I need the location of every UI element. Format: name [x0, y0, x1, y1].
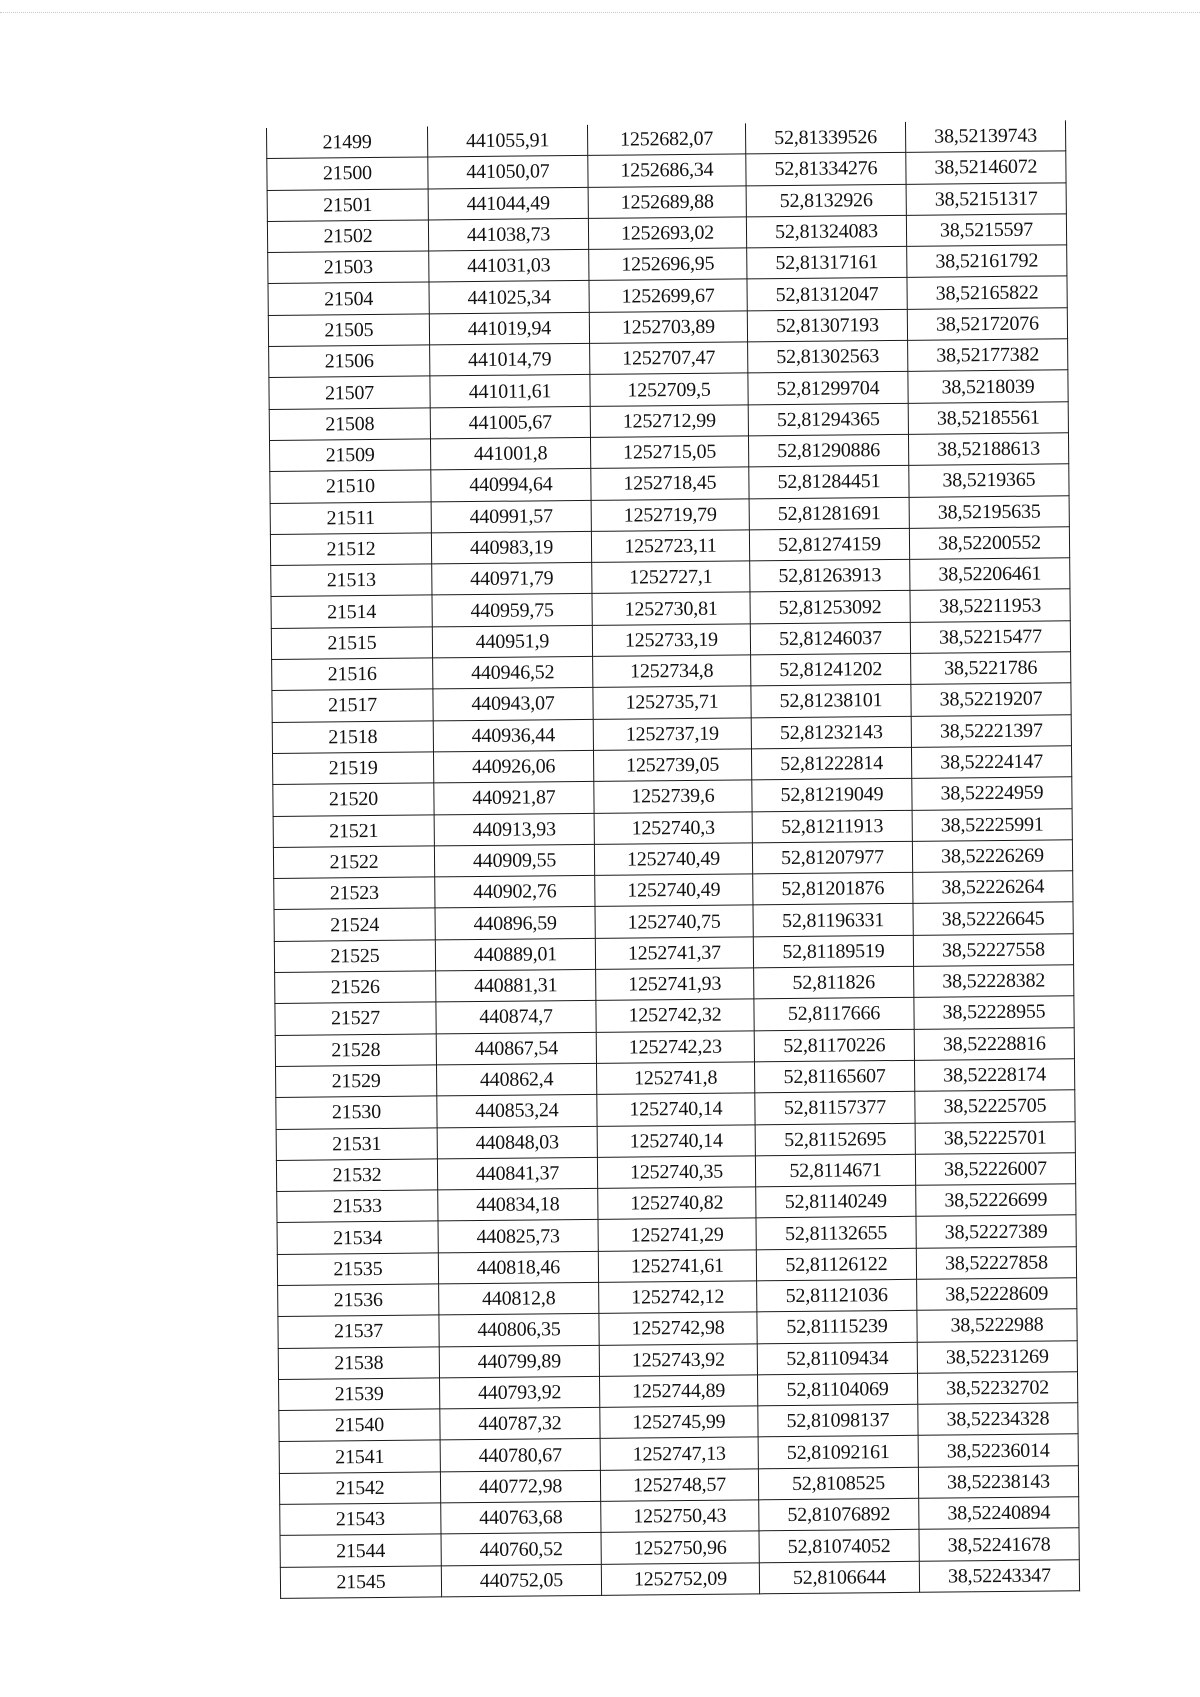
longitude-cell: 38,52225991	[912, 808, 1072, 841]
longitude-cell: 38,52206461	[910, 558, 1070, 591]
y-coordinate-cell: 1252735,71	[593, 686, 751, 719]
longitude-cell: 38,52151317	[906, 182, 1066, 215]
y-coordinate-cell: 1252686,34	[588, 154, 746, 187]
y-coordinate-cell: 1252741,8	[596, 1062, 754, 1095]
latitude-cell: 52,81281691	[749, 497, 909, 530]
point-number-cell: 21533	[277, 1190, 438, 1223]
latitude-cell: 52,81132655	[756, 1217, 916, 1250]
x-coordinate-cell: 441044,49	[428, 187, 588, 220]
longitude-cell: 38,52226264	[913, 871, 1073, 904]
x-coordinate-cell: 440959,75	[432, 594, 592, 627]
point-number-cell: 21513	[271, 564, 432, 597]
point-number-cell: 21520	[273, 783, 434, 816]
longitude-cell: 38,52226699	[916, 1184, 1076, 1217]
point-number-cell: 21507	[269, 376, 430, 409]
y-coordinate-cell: 1252740,49	[595, 874, 753, 907]
latitude-cell: 52,81211913	[752, 810, 912, 843]
latitude-cell: 52,81152695	[755, 1123, 915, 1156]
y-coordinate-cell: 1252750,96	[601, 1531, 759, 1564]
latitude-cell: 52,81294365	[748, 403, 908, 436]
longitude-cell: 38,52228955	[914, 996, 1074, 1029]
latitude-cell: 52,81121036	[757, 1279, 917, 1312]
coordinates-table	[266, 120, 1080, 1599]
latitude-cell: 52,81284451	[749, 466, 909, 499]
latitude-cell: 52,81115239	[757, 1311, 917, 1344]
longitude-cell: 38,52226645	[913, 902, 1073, 935]
y-coordinate-cell: 1252742,32	[596, 999, 754, 1032]
latitude-cell: 52,81317161	[747, 247, 907, 280]
x-coordinate-cell: 440936,44	[433, 719, 593, 752]
longitude-cell: 38,5218039	[908, 370, 1068, 403]
longitude-cell: 38,52177382	[908, 339, 1068, 372]
point-number-cell: 21519	[273, 752, 434, 785]
point-number-cell: 21524	[274, 908, 435, 941]
point-number-cell: 21539	[279, 1378, 440, 1411]
y-coordinate-cell: 1252737,19	[593, 718, 751, 751]
point-number-cell: 21537	[278, 1315, 439, 1348]
point-number-cell: 21518	[272, 721, 433, 754]
point-number-cell: 21526	[275, 971, 436, 1004]
x-coordinate-cell: 440834,18	[438, 1188, 598, 1221]
scan-edge-line	[0, 12, 1200, 13]
x-coordinate-cell: 440812,8	[439, 1282, 599, 1315]
point-number-cell: 21501	[267, 189, 428, 222]
latitude-cell: 52,81165607	[754, 1060, 914, 1093]
y-coordinate-cell: 1252739,05	[593, 749, 751, 782]
longitude-cell: 38,52226007	[915, 1153, 1075, 1186]
point-number-cell: 21517	[272, 689, 433, 722]
point-number-cell: 21543	[280, 1503, 441, 1536]
latitude-cell: 52,81196331	[753, 904, 913, 937]
longitude-cell: 38,52188613	[908, 433, 1068, 466]
latitude-cell: 52,81189519	[753, 935, 913, 968]
point-number-cell: 21522	[273, 846, 434, 879]
latitude-cell: 52,81312047	[747, 278, 907, 311]
longitude-cell: 38,5221786	[911, 652, 1071, 685]
x-coordinate-cell: 440780,67	[440, 1439, 600, 1472]
y-coordinate-cell: 1252741,61	[598, 1250, 756, 1283]
longitude-cell: 38,52200552	[909, 527, 1069, 560]
latitude-cell: 52,8114671	[755, 1154, 915, 1187]
longitude-cell: 38,52211953	[910, 589, 1070, 622]
y-coordinate-cell: 1252748,57	[600, 1469, 758, 1502]
x-coordinate-cell: 440991,57	[431, 500, 591, 533]
x-coordinate-cell: 440818,46	[438, 1251, 598, 1284]
latitude-cell: 52,81098137	[758, 1404, 918, 1437]
latitude-cell: 52,81238101	[751, 685, 911, 718]
longitude-cell: 38,52238143	[918, 1466, 1078, 1499]
y-coordinate-cell: 1252718,45	[591, 467, 749, 500]
x-coordinate-cell: 440752,05	[441, 1564, 601, 1597]
y-coordinate-cell: 1252750,43	[601, 1500, 759, 1533]
latitude-cell: 52,81307193	[747, 309, 907, 342]
x-coordinate-cell: 440913,93	[434, 813, 594, 846]
x-coordinate-cell: 441005,67	[430, 406, 590, 439]
latitude-cell: 52,81334276	[746, 153, 906, 186]
point-number-cell: 21544	[280, 1534, 441, 1567]
y-coordinate-cell: 1252682,07	[587, 123, 745, 155]
point-number-cell: 21534	[277, 1221, 438, 1254]
latitude-cell: 52,81246037	[750, 622, 910, 655]
longitude-cell: 38,52165822	[907, 276, 1067, 309]
y-coordinate-cell: 1252740,14	[597, 1124, 755, 1157]
y-coordinate-cell: 1252743,92	[599, 1343, 757, 1376]
latitude-cell: 52,81299704	[748, 372, 908, 405]
latitude-cell: 52,81170226	[754, 1029, 914, 1062]
longitude-cell: 38,52226269	[912, 840, 1072, 873]
x-coordinate-cell: 440853,24	[437, 1095, 597, 1128]
latitude-cell: 52,81222814	[751, 747, 911, 780]
longitude-cell: 38,52240894	[919, 1497, 1079, 1530]
point-number-cell: 21502	[267, 220, 428, 253]
x-coordinate-cell: 440862,4	[437, 1063, 597, 1096]
y-coordinate-cell: 1252727,1	[592, 561, 750, 594]
latitude-cell: 52,81274159	[749, 528, 909, 561]
latitude-cell: 52,81074052	[759, 1530, 919, 1563]
point-number-cell: 21511	[270, 501, 431, 534]
point-number-cell: 21508	[269, 408, 430, 441]
x-coordinate-cell: 440921,87	[434, 782, 594, 815]
point-number-cell: 21505	[268, 314, 429, 347]
longitude-cell: 38,52185561	[908, 401, 1068, 434]
y-coordinate-cell: 1252740,3	[594, 811, 752, 844]
longitude-cell: 38,52225701	[915, 1121, 1075, 1154]
x-coordinate-cell: 440874,7	[436, 1001, 596, 1034]
point-number-cell: 21541	[279, 1440, 440, 1473]
x-coordinate-cell: 440946,52	[433, 656, 593, 689]
y-coordinate-cell: 1252712,99	[590, 405, 748, 438]
point-number-cell: 21504	[268, 282, 429, 315]
x-coordinate-cell: 440896,59	[435, 907, 595, 940]
y-coordinate-cell: 1252742,12	[599, 1281, 757, 1314]
y-coordinate-cell: 1252741,29	[598, 1218, 756, 1251]
point-number-cell: 21500	[267, 157, 428, 190]
longitude-cell: 38,52172076	[907, 308, 1067, 341]
latitude-cell: 52,81104069	[757, 1373, 917, 1406]
point-number-cell: 21529	[276, 1065, 437, 1098]
y-coordinate-cell: 1252740,49	[594, 843, 752, 876]
longitude-cell: 38,5215597	[906, 214, 1066, 247]
x-coordinate-cell: 440772,98	[440, 1470, 600, 1503]
longitude-cell: 38,52139743	[905, 120, 1065, 152]
point-number-cell: 21540	[279, 1409, 440, 1442]
longitude-cell: 38,52215477	[910, 621, 1070, 654]
point-number-cell: 21538	[278, 1346, 439, 1379]
point-number-cell: 21506	[269, 345, 430, 378]
x-coordinate-cell: 441055,91	[427, 125, 587, 157]
x-coordinate-cell: 440799,89	[439, 1345, 599, 1378]
y-coordinate-cell: 1252742,23	[596, 1030, 754, 1063]
longitude-cell: 38,52228382	[914, 965, 1074, 998]
longitude-cell: 38,52232702	[917, 1372, 1077, 1405]
point-number-cell: 21503	[268, 251, 429, 284]
longitude-cell: 38,52146072	[906, 151, 1066, 184]
y-coordinate-cell: 1252741,37	[595, 937, 753, 970]
y-coordinate-cell: 1252739,6	[594, 780, 752, 813]
longitude-cell: 38,52195635	[909, 495, 1069, 528]
y-coordinate-cell: 1252747,13	[600, 1437, 758, 1470]
x-coordinate-cell: 440848,03	[437, 1126, 597, 1159]
x-coordinate-cell: 440951,9	[432, 625, 592, 658]
table-row	[280, 1559, 1079, 1598]
longitude-cell: 38,52221397	[911, 714, 1071, 747]
point-number-cell: 21535	[277, 1253, 438, 1286]
longitude-cell: 38,52228174	[914, 1059, 1074, 1092]
x-coordinate-cell: 441050,07	[428, 156, 588, 189]
y-coordinate-cell: 1252752,09	[601, 1562, 759, 1595]
longitude-cell: 38,5219365	[909, 464, 1069, 497]
point-number-cell: 21545	[280, 1566, 441, 1599]
x-coordinate-cell: 440793,92	[440, 1376, 600, 1409]
x-coordinate-cell: 441014,79	[430, 343, 590, 376]
x-coordinate-cell: 440841,37	[437, 1157, 597, 1190]
latitude-cell: 52,81092161	[758, 1436, 918, 1469]
x-coordinate-cell: 441038,73	[428, 218, 588, 251]
latitude-cell: 52,81126122	[756, 1248, 916, 1281]
latitude-cell: 52,81157377	[755, 1092, 915, 1125]
y-coordinate-cell: 1252740,75	[595, 905, 753, 938]
y-coordinate-cell: 1252723,11	[591, 530, 749, 563]
y-coordinate-cell: 1252744,89	[599, 1375, 757, 1408]
y-coordinate-cell: 1252740,14	[597, 1093, 755, 1126]
y-coordinate-cell: 1252709,5	[590, 373, 748, 406]
point-number-cell: 21512	[270, 533, 431, 566]
y-coordinate-cell: 1252699,67	[589, 279, 747, 312]
x-coordinate-cell: 440787,32	[440, 1408, 600, 1441]
y-coordinate-cell: 1252719,79	[591, 498, 749, 531]
longitude-cell: 38,52243347	[919, 1559, 1079, 1592]
latitude-cell: 52,81219049	[752, 779, 912, 812]
y-coordinate-cell: 1252741,93	[596, 968, 754, 1001]
longitude-cell: 38,52161792	[907, 245, 1067, 278]
coordinates-table-body	[266, 120, 1079, 1598]
latitude-cell: 52,8132926	[746, 184, 906, 217]
longitude-cell: 38,52225705	[915, 1090, 1075, 1123]
x-coordinate-cell: 441031,03	[429, 250, 589, 283]
point-number-cell: 21509	[269, 439, 430, 472]
y-coordinate-cell: 1252707,47	[590, 342, 748, 375]
point-number-cell: 21514	[271, 595, 432, 628]
x-coordinate-cell: 440867,54	[436, 1032, 596, 1065]
latitude-cell: 52,8108525	[758, 1467, 918, 1500]
point-number-cell: 21499	[266, 126, 427, 158]
x-coordinate-cell: 441001,8	[430, 437, 590, 470]
point-number-cell: 21515	[271, 627, 432, 660]
point-number-cell: 21525	[274, 940, 435, 973]
point-number-cell: 21542	[279, 1472, 440, 1505]
longitude-cell: 38,5222988	[917, 1309, 1077, 1342]
point-number-cell: 21527	[275, 1002, 436, 1035]
latitude-cell: 52,8106644	[759, 1561, 919, 1594]
x-coordinate-cell: 440902,76	[435, 876, 595, 909]
longitude-cell: 38,52236014	[918, 1434, 1078, 1467]
latitude-cell: 52,81076892	[759, 1498, 919, 1531]
longitude-cell: 38,52224959	[912, 777, 1072, 810]
y-coordinate-cell: 1252730,81	[592, 592, 750, 625]
y-coordinate-cell: 1252742,98	[599, 1312, 757, 1345]
y-coordinate-cell: 1252693,02	[588, 217, 746, 250]
point-number-cell: 21531	[276, 1127, 437, 1160]
point-number-cell: 21536	[278, 1284, 439, 1317]
latitude-cell: 52,8117666	[754, 998, 914, 1031]
latitude-cell: 52,81109434	[757, 1342, 917, 1375]
latitude-cell: 52,81207977	[752, 841, 912, 874]
x-coordinate-cell: 440763,68	[441, 1501, 601, 1534]
y-coordinate-cell: 1252696,95	[589, 248, 747, 281]
point-number-cell: 21510	[270, 470, 431, 503]
x-coordinate-cell: 441019,94	[429, 312, 589, 345]
latitude-cell: 52,81201876	[753, 872, 913, 905]
y-coordinate-cell: 1252740,35	[597, 1156, 755, 1189]
y-coordinate-cell: 1252703,89	[589, 311, 747, 344]
longitude-cell: 38,52219207	[911, 683, 1071, 716]
latitude-cell: 52,81263913	[750, 559, 910, 592]
point-number-cell: 21530	[276, 1096, 437, 1129]
longitude-cell: 38,52224147	[911, 746, 1071, 779]
longitude-cell: 38,52228609	[917, 1278, 1077, 1311]
longitude-cell: 38,52231269	[917, 1340, 1077, 1373]
y-coordinate-cell: 1252734,8	[593, 655, 751, 688]
longitude-cell: 38,52227858	[916, 1246, 1076, 1279]
longitude-cell: 38,52227389	[916, 1215, 1076, 1248]
x-coordinate-cell: 440889,01	[435, 938, 595, 971]
x-coordinate-cell: 440825,73	[438, 1220, 598, 1253]
latitude-cell: 52,81253092	[750, 591, 910, 624]
y-coordinate-cell: 1252745,99	[600, 1406, 758, 1439]
x-coordinate-cell: 440760,52	[441, 1533, 601, 1566]
x-coordinate-cell: 440994,64	[431, 469, 591, 502]
latitude-cell: 52,811826	[754, 966, 914, 999]
x-coordinate-cell: 440983,19	[431, 531, 591, 564]
x-coordinate-cell: 440943,07	[433, 688, 593, 721]
latitude-cell: 52,81302563	[748, 340, 908, 373]
point-number-cell: 21528	[275, 1034, 436, 1067]
latitude-cell: 52,81241202	[751, 653, 911, 686]
longitude-cell: 38,52228816	[914, 1027, 1074, 1060]
point-number-cell: 21521	[273, 814, 434, 847]
longitude-cell: 38,52241678	[919, 1528, 1079, 1561]
latitude-cell: 52,81339526	[745, 122, 905, 154]
point-number-cell: 21523	[274, 877, 435, 910]
latitude-cell: 52,81232143	[751, 716, 911, 749]
longitude-cell: 38,52234328	[918, 1403, 1078, 1436]
latitude-cell: 52,81324083	[746, 215, 906, 248]
x-coordinate-cell: 441011,61	[430, 375, 590, 408]
latitude-cell: 52,81140249	[756, 1185, 916, 1218]
y-coordinate-cell: 1252715,05	[590, 436, 748, 469]
point-number-cell: 21516	[272, 658, 433, 691]
x-coordinate-cell: 441025,34	[429, 281, 589, 314]
point-number-cell: 21532	[276, 1159, 437, 1192]
x-coordinate-cell: 440909,55	[434, 844, 594, 877]
longitude-cell: 38,52227558	[913, 934, 1073, 967]
x-coordinate-cell: 440806,35	[439, 1314, 599, 1347]
x-coordinate-cell: 440926,06	[433, 750, 593, 783]
y-coordinate-cell: 1252689,88	[588, 185, 746, 218]
x-coordinate-cell: 440881,31	[436, 969, 596, 1002]
x-coordinate-cell: 440971,79	[432, 563, 592, 596]
y-coordinate-cell: 1252733,19	[592, 624, 750, 657]
latitude-cell: 52,81290886	[748, 434, 908, 467]
y-coordinate-cell: 1252740,82	[598, 1187, 756, 1220]
